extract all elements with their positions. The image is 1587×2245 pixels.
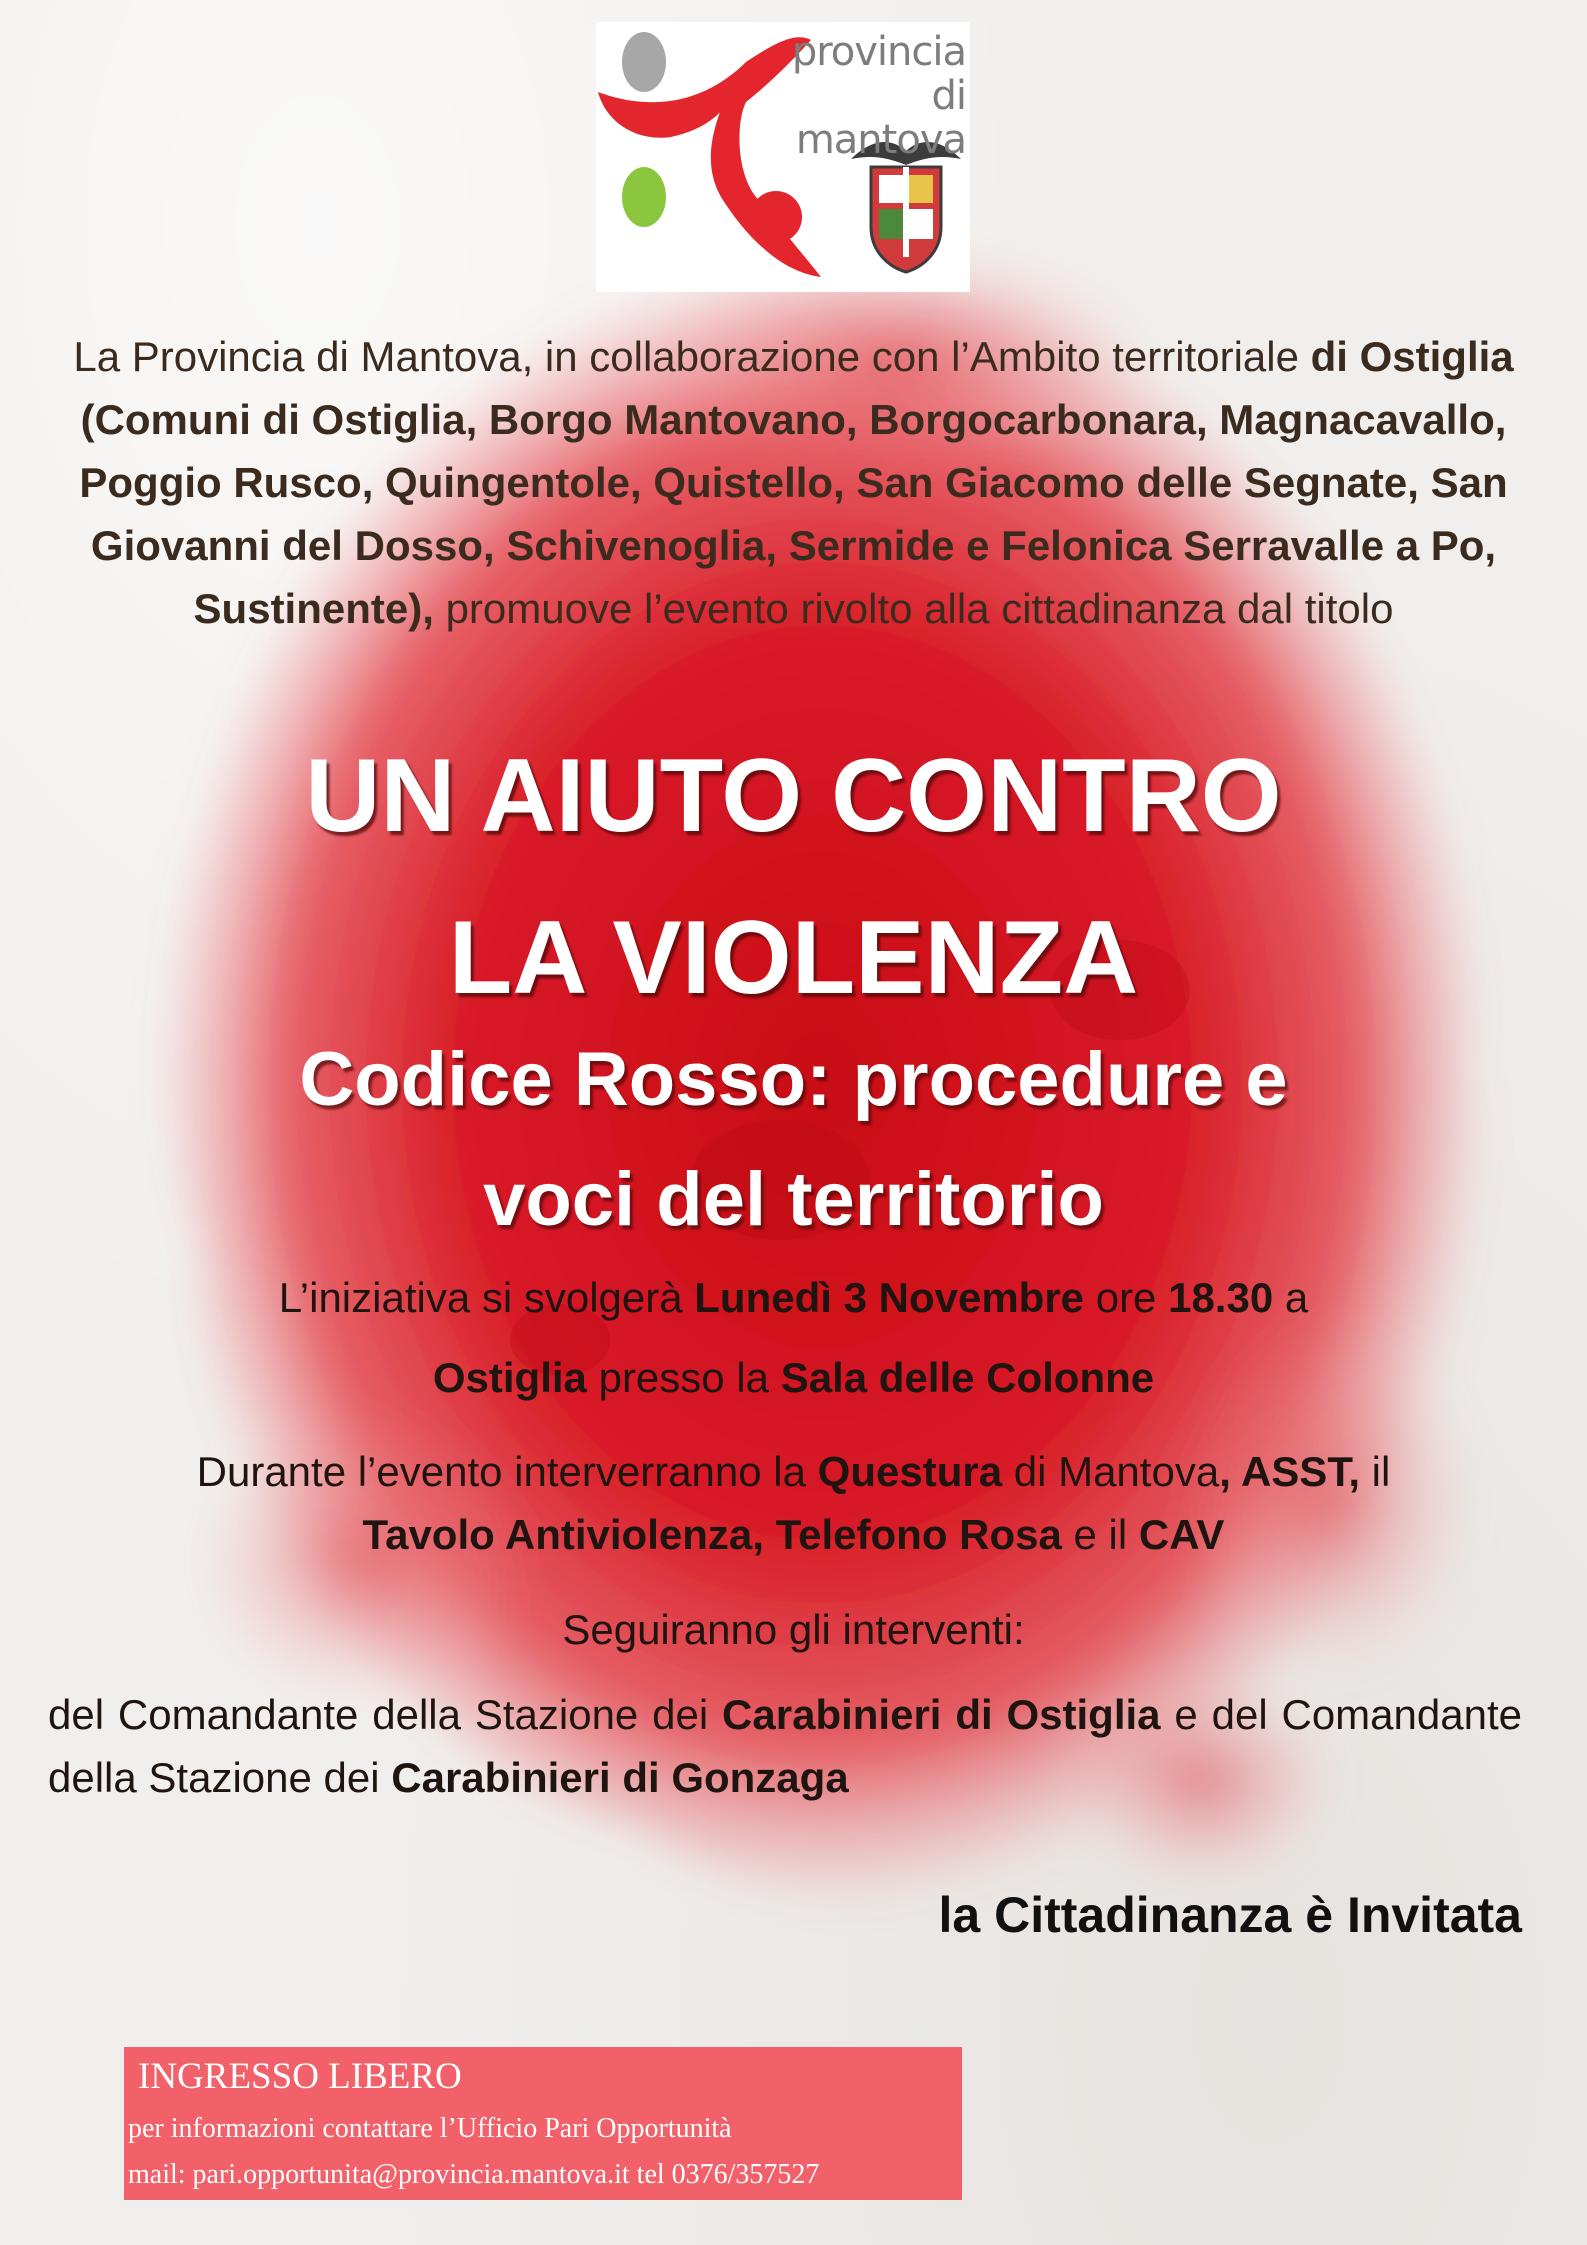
event-title-line-2: LA VIOLENZA [448,900,1139,1016]
speakers-line-2 [40,1503,1547,1566]
speaker-tavolo-telefono: Tavolo Antiviolenza, Telefono Rosa [362,1511,1062,1558]
follow-paragraph [48,1683,1522,1809]
event-time: 18.30 [1168,1274,1274,1321]
when-text-2: ore [1084,1274,1169,1321]
intro-text-1: La Provincia di Mantova, in collaborazione con l’Ambito territoriale [73,333,1311,380]
free-entry-label: INGRESSO LIBERO [138,2056,462,2097]
when-text-4: presso la [586,1354,781,1401]
speakers-text-2: di Mantova [1002,1448,1220,1495]
logo-wordmark [756,30,966,162]
intro-municipalities: di Ostiglia (Comuni di Ostiglia, Borgo Mantovano, Borgocarbonara, Magnacavallo, Poggio Rusco, Quingentole, Quistello, San Giacomo delle Segnate, San Giovanni del Dosso, Schivenoglia, Sermide e Felonica Serravalle a Po, Sustinente), [79,333,1514,632]
event-date-line [40,1258,1547,1338]
event-date-location [40,1258,1547,1418]
event-subtitle-line-1: Codice Rosso: procedure e [299,1037,1288,1122]
provincia-di-mantova-logo [596,22,970,292]
event-title-line-1: UN AIUTO CONTRO [305,738,1282,854]
event-subtitle-line-2: voci del territorio [483,1157,1104,1242]
event-town: Ostiglia [432,1354,587,1401]
speaker-questura: Questura [817,1448,1003,1495]
event-venue: Sala delle Colonne [780,1354,1155,1401]
when-text-1: L’iniziativa si svolgerà [278,1274,695,1321]
speaker-asst: , ASST, [1219,1448,1360,1495]
follow-text-2: e del Comandante della Stazione dei [48,1691,1522,1801]
carabinieri-ostiglia: Carabinieri di Ostiglia [722,1691,1161,1738]
logo-wordmark-line-1: provincia [791,29,966,75]
info-contact-line: per informazioni contattare l’Ufficio Pari Opportunità [128,2113,732,2144]
intro-text-2: promuove l’evento rivolto alla cittadinanza dal titolo [433,585,1394,632]
speaker-cav: CAV [1138,1511,1225,1558]
intro-paragraph [40,325,1547,640]
logo-wordmark-line-2: di mantova [795,73,966,163]
when-text-3: a [1273,1274,1309,1321]
speakers-line-1 [40,1440,1547,1503]
speakers-text-1: Durante l’evento interverranno la [196,1448,818,1495]
follow-heading: Seguiranno gli interventi: [562,1606,1025,1653]
speakers-paragraph [40,1440,1547,1566]
speakers-text-4: e il [1061,1511,1139,1558]
event-location-line [40,1338,1547,1418]
speakers-text-3: il [1360,1448,1391,1495]
carabinieri-gonzaga: Carabinieri di Gonzaga [391,1754,849,1801]
follow-text-1: del Comandante della Stazione dei [48,1691,723,1738]
info-mail-phone-line: mail: pari.opportunita@provincia.mantova.it tel 0376/357527 [128,2159,820,2190]
invitation-line: la Cittadinanza è Invitata [938,1887,1522,1943]
info-box [124,2047,962,2200]
event-title [40,715,1547,1039]
event-date: Lunedì 3 Novembre [694,1274,1085,1321]
event-subtitle [40,1020,1547,1260]
